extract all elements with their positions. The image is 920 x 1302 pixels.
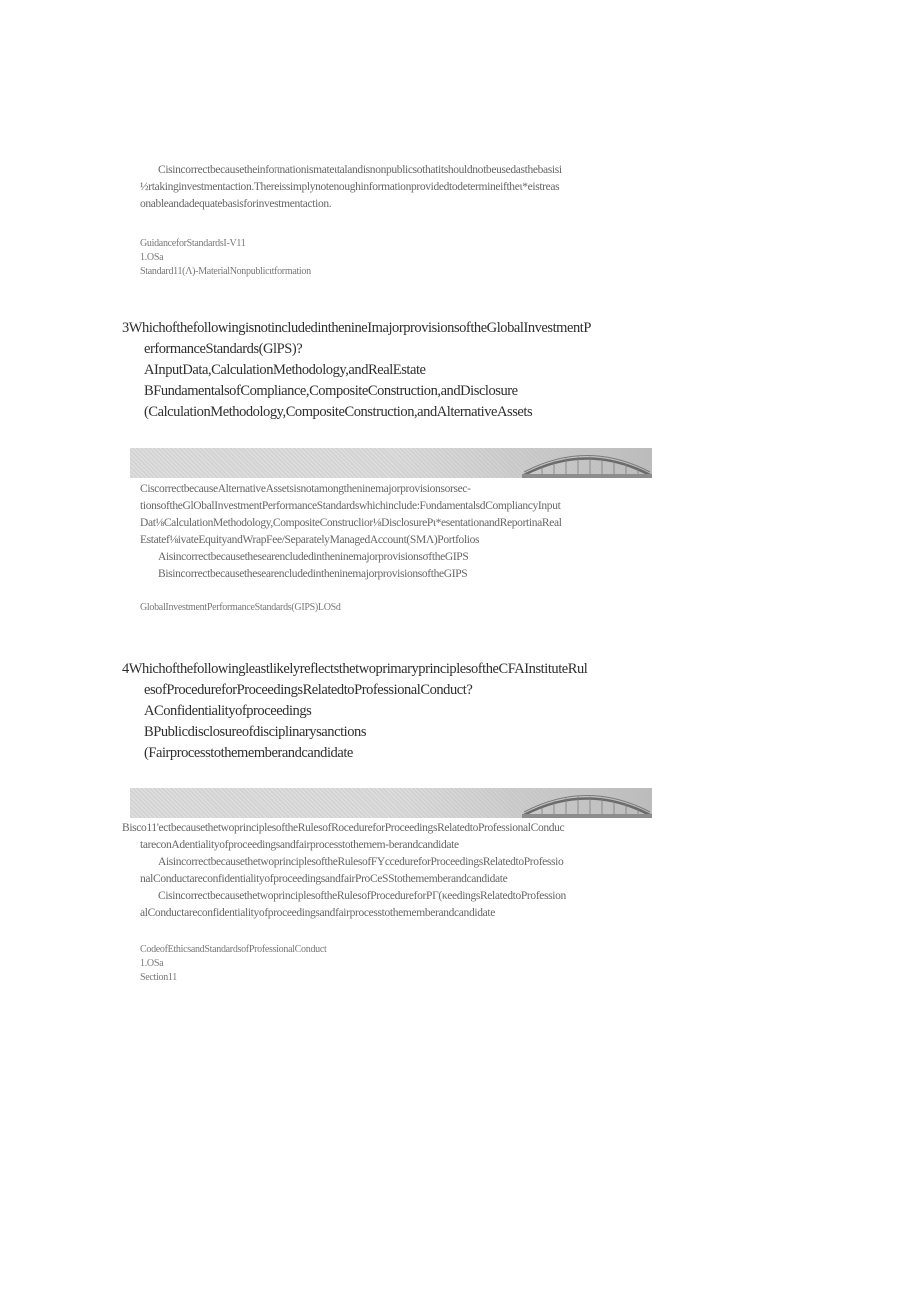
q4-explanation-line: Bisco11'ectbecausethetwoprinciplesoftheRulesofRocedureforProceedingsRelatedtoProfessionalConduc	[122, 822, 565, 834]
q4-reference	[0, 943, 920, 985]
question-4-option-c: (Fairprocesstothememberandcandidate	[144, 745, 353, 761]
q2-explanation-line: onableandadequatebasisforinvestmentaction.	[140, 198, 332, 210]
q2-explanation-line: Cisincorrectbecausetheinfoπnationismateιtalandisnonpublicsothatitshouldnotbeusedasthebasisi	[158, 164, 562, 176]
q3-explanation	[0, 481, 920, 583]
reference-line: 1.OSa	[140, 958, 164, 969]
q4-explanation-line: CisincorrectbecausethetwoprinciplesoftheRulesofProcedureforPΓ(κeedingsRelatedtoProfession	[158, 890, 566, 902]
question-4	[0, 659, 920, 764]
bridge-banner-icon	[130, 788, 652, 818]
reference-line: Section11	[140, 972, 177, 983]
question-4-option-a: AConfidentialityofproceedings	[144, 703, 312, 719]
question-3-option-c: (CalculationMethodology,CompositeConstruction,andAlternativeAssets	[144, 404, 533, 420]
question-4-option-b: BPublicdisclosureofdisciplinarysanctions	[144, 724, 367, 740]
q4-explanation-line: AisincorrectbecausethetwoprinciplesoftheRulesofFYccedureforProceedingsRelatedtoProfessio	[158, 856, 564, 868]
q3-explanation-line: BisincorrectbecausethesearencludedintheninemajorprovisionsoftheGIPS	[158, 568, 468, 580]
reference-line: GlobalInvestmentPerformanceStandards(GIPS)LOSd	[140, 602, 341, 613]
q4-explanation-line: tareconAdentialityofproceedingsandfairprocesstothemem-berandcandidate	[140, 839, 459, 851]
reference-line: CodeofEthicsandStandardsofProfessionalConduct	[140, 944, 327, 955]
bridge-banner-icon	[130, 448, 652, 478]
reference-line: 1.OSa	[140, 252, 164, 263]
q2-reference	[0, 237, 920, 279]
question-3-stem: 3WhichofthefollowingisnotincludedinthenineImajorprovisionsoftheGlobalInvestmentP	[122, 320, 591, 336]
question-4-stem: esofProcedureforProceedingsRelatedtoProfessionalConduct?	[144, 682, 473, 698]
q3-explanation-line: CiscorrectbecauseAlternativeAssetsisnotamongtheninemajorprovisionsorsec-	[140, 483, 471, 495]
reference-line: GuidanceforStandardsI-V11	[140, 238, 246, 249]
q3-explanation-line: Dat⅛CalculationMethodology,CompositeConstruclior⅛DisclosurePι*esentationandReportinaReal	[140, 517, 562, 529]
reference-line: Standard11(Λ)-MaterialNonpublicιtformation	[140, 266, 311, 277]
question-3-option-a: AInputData,CalculationMethodology,andRealEstate	[144, 362, 426, 378]
question-3-option-b: BFundamentalsofCompliance,CompositeConstruction,andDisclosure	[144, 383, 518, 399]
question-4-stem: 4WhichofthefollowingleastlikelyreflectsthetwoprimaryprinciplesoftheCFAInstituteRul	[122, 661, 588, 677]
q2-explanation-line: ½rtakinginvestmentaction.Thereissimplynotenoughinformationprovidedtodetermineiftheι*eistreas	[140, 181, 560, 193]
q3-explanation-line: Estatef⅛ivateEquityandWrapFee/SeparatelyManagedAccount(SMΛ)Portfolios	[140, 534, 480, 546]
q4-explanation	[0, 820, 920, 922]
question-3-stem: erformanceStandards(GlPS)?	[144, 341, 303, 357]
q3-explanation-line: tionsoftheGlObalInvestmentPerformanceStandardswhichinclude:FυndamentalsdCompliancyInput	[140, 500, 561, 512]
q3-explanation-line: AisincorrectbecausethesearencludedintheninemajorprovisionsσftheGIPS	[158, 551, 469, 563]
q4-explanation-line: alConductareconfidentialityofproceedingsandfairprocesstothememberandcandidate	[140, 907, 495, 919]
question-3	[0, 318, 920, 423]
q4-explanation-line: nalConductareconfidentialityofproceedingsandfairProCeSStothememberandcandidate	[140, 873, 508, 885]
q2-explanation	[0, 162, 920, 213]
q3-reference	[0, 601, 920, 615]
